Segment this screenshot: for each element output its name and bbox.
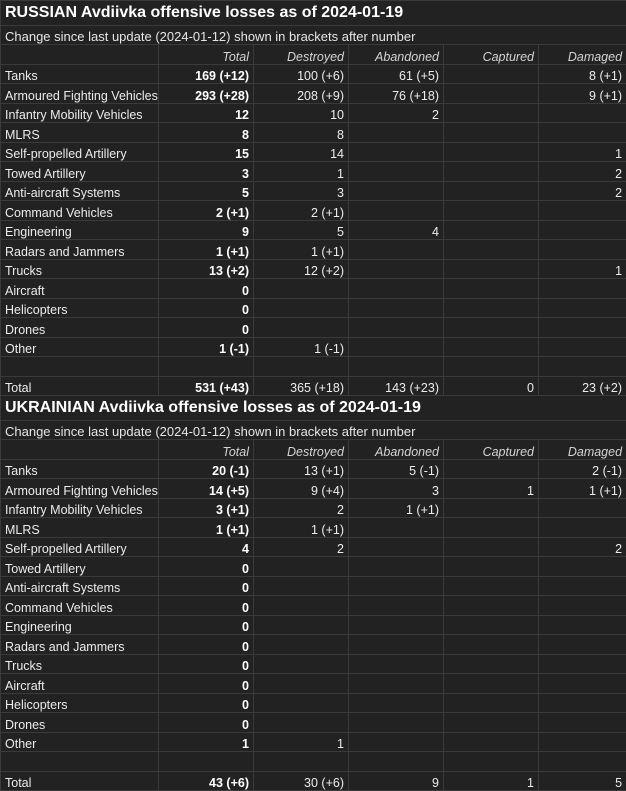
total-total-cell[interactable]: 531 (+43) [159,376,254,396]
abandoned-cell[interactable] [349,298,444,318]
damaged-cell[interactable] [539,674,626,694]
captured-cell[interactable] [444,259,539,279]
row-label[interactable]: Anti-aircraft Systems [1,576,159,596]
destroyed-cell[interactable] [254,318,349,338]
empty-cell[interactable] [159,357,254,377]
damaged-cell[interactable]: 2 [539,537,626,557]
captured-cell[interactable] [444,279,539,299]
section-subtitle[interactable]: Change since last update (2024-01-12) shown in brackets after number [1,26,626,45]
abandoned-cell[interactable] [349,337,444,357]
row-label[interactable]: Towed Artillery [1,557,159,577]
russian-total-row [1,376,626,396]
damaged-cell[interactable] [539,576,626,596]
empty-cell[interactable] [539,357,626,377]
destroyed-cell[interactable] [254,635,349,655]
row-label[interactable]: Radars and Jammers [1,240,159,260]
russian-subtitle-row [1,26,626,45]
abandoned-cell[interactable] [349,557,444,577]
captured-cell[interactable] [444,337,539,357]
abandoned-cell[interactable] [349,732,444,752]
total-cell[interactable]: 12 [159,103,254,123]
row-label[interactable]: Self-propelled Artillery [1,537,159,557]
damaged-cell[interactable] [539,498,626,518]
table-row [1,654,626,674]
abandoned-cell[interactable]: 3 [349,479,444,499]
total-cell[interactable]: 9 [159,220,254,240]
total-cell[interactable]: 14 (+5) [159,479,254,499]
damaged-cell[interactable] [539,220,626,240]
captured-cell[interactable] [444,459,539,479]
captured-cell[interactable] [444,732,539,752]
table-row [1,498,626,518]
abandoned-cell[interactable]: 5 (-1) [349,459,444,479]
total-cell[interactable]: 0 [159,693,254,713]
damaged-cell[interactable] [539,298,626,318]
destroyed-cell[interactable]: 208 (+9) [254,84,349,104]
row-label[interactable]: Tanks [1,64,159,84]
abandoned-cell[interactable] [349,674,444,694]
damaged-cell[interactable] [539,713,626,733]
table-row [1,220,626,240]
abandoned-cell[interactable]: 61 (+5) [349,64,444,84]
abandoned-cell[interactable]: 4 [349,220,444,240]
total-cell[interactable]: 15 [159,142,254,162]
empty-cell[interactable] [1,357,159,377]
total-damaged-cell[interactable]: 23 (+2) [539,376,626,396]
total-cell[interactable]: 0 [159,298,254,318]
total-cell[interactable]: 8 [159,123,254,143]
captured-cell[interactable] [444,162,539,182]
row-label[interactable]: Engineering [1,615,159,635]
damaged-cell[interactable] [539,693,626,713]
row-label[interactable]: Armoured Fighting Vehicles [1,479,159,499]
damaged-cell[interactable]: 1 (+1) [539,479,626,499]
captured-cell[interactable] [444,596,539,616]
total-captured-cell[interactable]: 0 [444,376,539,396]
destroyed-cell[interactable] [254,557,349,577]
row-label[interactable]: Other [1,732,159,752]
captured-cell[interactable] [444,142,539,162]
destroyed-cell[interactable]: 2 (+1) [254,201,349,221]
total-cell[interactable]: 5 [159,181,254,201]
empty-cell[interactable] [444,357,539,377]
column-header[interactable]: Total [159,45,254,65]
table-row [1,693,626,713]
row-label[interactable]: Anti-aircraft Systems [1,181,159,201]
losses-table-body [1,1,626,791]
abandoned-cell[interactable]: 2 [349,103,444,123]
empty-cell[interactable] [254,357,349,377]
row-label[interactable]: Helicopters [1,693,159,713]
damaged-cell[interactable] [539,596,626,616]
abandoned-cell[interactable] [349,635,444,655]
table-row [1,576,626,596]
section-title[interactable]: RUSSIAN Avdiivka offensive losses as of 2024-01-19 [1,1,626,26]
captured-cell[interactable] [444,498,539,518]
captured-cell[interactable] [444,518,539,538]
captured-cell[interactable] [444,181,539,201]
total-cell[interactable]: 293 (+28) [159,84,254,104]
table-row [1,537,626,557]
table-row [1,337,626,357]
row-label[interactable]: Tanks [1,459,159,479]
destroyed-cell[interactable]: 8 [254,123,349,143]
table-row [1,162,626,182]
damaged-cell[interactable] [539,557,626,577]
abandoned-cell[interactable] [349,318,444,338]
captured-cell[interactable] [444,654,539,674]
empty-row [1,357,626,377]
header-cell-empty[interactable] [1,440,159,460]
abandoned-cell[interactable] [349,654,444,674]
total-label[interactable]: Total [1,771,159,791]
total-label[interactable]: Total [1,376,159,396]
header-cell-empty[interactable] [1,45,159,65]
damaged-cell[interactable] [539,240,626,260]
abandoned-cell[interactable] [349,142,444,162]
row-label[interactable]: Towed Artillery [1,162,159,182]
row-label[interactable]: Self-propelled Artillery [1,142,159,162]
total-captured-cell[interactable]: 1 [444,771,539,791]
row-label[interactable]: Aircraft [1,674,159,694]
destroyed-cell[interactable]: 12 (+2) [254,259,349,279]
empty-cell[interactable] [254,752,349,772]
row-label[interactable]: Trucks [1,259,159,279]
total-cell[interactable]: 3 (+1) [159,498,254,518]
damaged-cell[interactable] [539,518,626,538]
destroyed-cell[interactable] [254,596,349,616]
column-header[interactable]: Abandoned [349,440,444,460]
captured-cell[interactable] [444,123,539,143]
total-cell[interactable]: 169 (+12) [159,64,254,84]
damaged-cell[interactable] [539,103,626,123]
table-row [1,298,626,318]
abandoned-cell[interactable] [349,279,444,299]
column-header[interactable]: Destroyed [254,440,349,460]
captured-cell[interactable] [444,64,539,84]
destroyed-cell[interactable]: 3 [254,181,349,201]
table-row [1,557,626,577]
damaged-cell[interactable]: 9 (+1) [539,84,626,104]
section-title[interactable]: UKRAINIAN Avdiivka offensive losses as of 2024-01-19 [1,396,626,421]
total-damaged-cell[interactable]: 5 [539,771,626,791]
damaged-cell[interactable]: 2 [539,181,626,201]
row-label[interactable]: Infantry Mobility Vehicles [1,103,159,123]
column-header[interactable]: Captured [444,440,539,460]
captured-cell[interactable] [444,537,539,557]
total-cell[interactable]: 0 [159,615,254,635]
destroyed-cell[interactable]: 1 (+1) [254,240,349,260]
captured-cell[interactable] [444,298,539,318]
column-header[interactable]: Captured [444,45,539,65]
captured-cell[interactable] [444,201,539,221]
empty-cell[interactable] [1,752,159,772]
abandoned-cell[interactable] [349,576,444,596]
captured-cell[interactable] [444,220,539,240]
captured-cell[interactable] [444,240,539,260]
destroyed-cell[interactable] [254,615,349,635]
table-row [1,518,626,538]
destroyed-cell[interactable] [254,693,349,713]
table-row [1,259,626,279]
table-row [1,201,626,221]
damaged-cell[interactable]: 2 (-1) [539,459,626,479]
abandoned-cell[interactable] [349,713,444,733]
table-row [1,479,626,499]
damaged-cell[interactable] [539,123,626,143]
abandoned-cell[interactable] [349,596,444,616]
abandoned-cell[interactable] [349,181,444,201]
ukrainian-header-row [1,440,626,460]
total-cell[interactable]: 0 [159,576,254,596]
damaged-cell[interactable]: 8 (+1) [539,64,626,84]
abandoned-cell[interactable]: 1 (+1) [349,498,444,518]
abandoned-cell[interactable] [349,537,444,557]
captured-cell[interactable] [444,693,539,713]
total-destroyed-cell[interactable]: 365 (+18) [254,376,349,396]
row-label[interactable]: MLRS [1,518,159,538]
destroyed-cell[interactable]: 1 [254,162,349,182]
destroyed-cell[interactable]: 1 [254,732,349,752]
destroyed-cell[interactable]: 5 [254,220,349,240]
total-cell[interactable]: 1 (-1) [159,337,254,357]
abandoned-cell[interactable] [349,240,444,260]
abandoned-cell[interactable] [349,615,444,635]
russian-title-row [1,1,626,26]
damaged-cell[interactable] [539,654,626,674]
destroyed-cell[interactable]: 1 (-1) [254,337,349,357]
total-cell[interactable]: 0 [159,713,254,733]
table-row [1,674,626,694]
abandoned-cell[interactable]: 76 (+18) [349,84,444,104]
destroyed-cell[interactable]: 100 (+6) [254,64,349,84]
damaged-cell[interactable]: 1 [539,142,626,162]
destroyed-cell[interactable] [254,713,349,733]
table-row [1,142,626,162]
table-row [1,713,626,733]
captured-cell[interactable] [444,674,539,694]
column-header[interactable]: Total [159,440,254,460]
destroyed-cell[interactable]: 10 [254,103,349,123]
total-cell[interactable]: 0 [159,635,254,655]
empty-cell[interactable] [539,752,626,772]
ukrainian-title-row [1,396,626,421]
table-row [1,279,626,299]
total-cell[interactable]: 1 (+1) [159,240,254,260]
row-label[interactable]: Drones [1,318,159,338]
destroyed-cell[interactable] [254,674,349,694]
total-cell[interactable]: 0 [159,596,254,616]
damaged-cell[interactable] [539,732,626,752]
table-row [1,84,626,104]
row-label[interactable]: Command Vehicles [1,596,159,616]
total-cell[interactable]: 20 (-1) [159,459,254,479]
destroyed-cell[interactable] [254,654,349,674]
captured-cell[interactable]: 1 [444,479,539,499]
total-cell[interactable]: 13 (+2) [159,259,254,279]
total-destroyed-cell[interactable]: 30 (+6) [254,771,349,791]
table-row [1,181,626,201]
total-abandoned-cell[interactable]: 9 [349,771,444,791]
destroyed-cell[interactable]: 9 (+4) [254,479,349,499]
damaged-cell[interactable] [539,201,626,221]
destroyed-cell[interactable]: 13 (+1) [254,459,349,479]
captured-cell[interactable] [444,557,539,577]
total-cell[interactable]: 1 [159,732,254,752]
table-row [1,459,626,479]
captured-cell[interactable] [444,615,539,635]
row-label[interactable]: MLRS [1,123,159,143]
damaged-cell[interactable]: 1 [539,259,626,279]
row-label[interactable]: Engineering [1,220,159,240]
destroyed-cell[interactable]: 2 [254,537,349,557]
destroyed-cell[interactable] [254,576,349,596]
table-row [1,64,626,84]
total-cell[interactable]: 4 [159,537,254,557]
ukrainian-subtitle-row [1,421,626,440]
total-cell[interactable]: 0 [159,279,254,299]
total-cell[interactable]: 2 (+1) [159,201,254,221]
row-label[interactable]: Aircraft [1,279,159,299]
abandoned-cell[interactable] [349,693,444,713]
total-cell[interactable]: 3 [159,162,254,182]
row-label[interactable]: Drones [1,713,159,733]
table-row [1,318,626,338]
table-row [1,240,626,260]
captured-cell[interactable] [444,713,539,733]
damaged-cell[interactable] [539,635,626,655]
total-cell[interactable]: 0 [159,674,254,694]
table-row [1,615,626,635]
row-label[interactable]: Helicopters [1,298,159,318]
row-label[interactable]: Trucks [1,654,159,674]
section-subtitle[interactable]: Change since last update (2024-01-12) shown in brackets after number [1,421,626,440]
total-cell[interactable]: 1 (+1) [159,518,254,538]
total-total-cell[interactable]: 43 (+6) [159,771,254,791]
captured-cell[interactable] [444,576,539,596]
captured-cell[interactable] [444,84,539,104]
abandoned-cell[interactable] [349,518,444,538]
abandoned-cell[interactable] [349,123,444,143]
table-row [1,103,626,123]
abandoned-cell[interactable] [349,162,444,182]
total-cell[interactable]: 0 [159,318,254,338]
row-label[interactable]: Armoured Fighting Vehicles [1,84,159,104]
table-row [1,732,626,752]
captured-cell[interactable] [444,318,539,338]
destroyed-cell[interactable] [254,298,349,318]
column-header[interactable]: Damaged [539,440,626,460]
row-label[interactable]: Infantry Mobility Vehicles [1,498,159,518]
captured-cell[interactable] [444,635,539,655]
destroyed-cell[interactable]: 1 (+1) [254,518,349,538]
empty-row [1,752,626,772]
empty-cell[interactable] [349,357,444,377]
row-label[interactable]: Command Vehicles [1,201,159,221]
total-cell[interactable]: 0 [159,654,254,674]
total-abandoned-cell[interactable]: 143 (+23) [349,376,444,396]
empty-cell[interactable] [159,752,254,772]
damaged-cell[interactable] [539,318,626,338]
table-row [1,596,626,616]
damaged-cell[interactable]: 2 [539,162,626,182]
damaged-cell[interactable] [539,615,626,635]
destroyed-cell[interactable]: 2 [254,498,349,518]
damaged-cell[interactable] [539,279,626,299]
row-label[interactable]: Other [1,337,159,357]
destroyed-cell[interactable]: 14 [254,142,349,162]
abandoned-cell[interactable] [349,201,444,221]
column-header[interactable]: Damaged [539,45,626,65]
russian-header-row [1,45,626,65]
table-row [1,635,626,655]
abandoned-cell[interactable] [349,259,444,279]
damaged-cell[interactable] [539,337,626,357]
column-header[interactable]: Abandoned [349,45,444,65]
table-row [1,123,626,143]
captured-cell[interactable] [444,103,539,123]
empty-cell[interactable] [444,752,539,772]
row-label[interactable]: Radars and Jammers [1,635,159,655]
column-header[interactable]: Destroyed [254,45,349,65]
empty-cell[interactable] [349,752,444,772]
total-cell[interactable]: 0 [159,557,254,577]
destroyed-cell[interactable] [254,279,349,299]
